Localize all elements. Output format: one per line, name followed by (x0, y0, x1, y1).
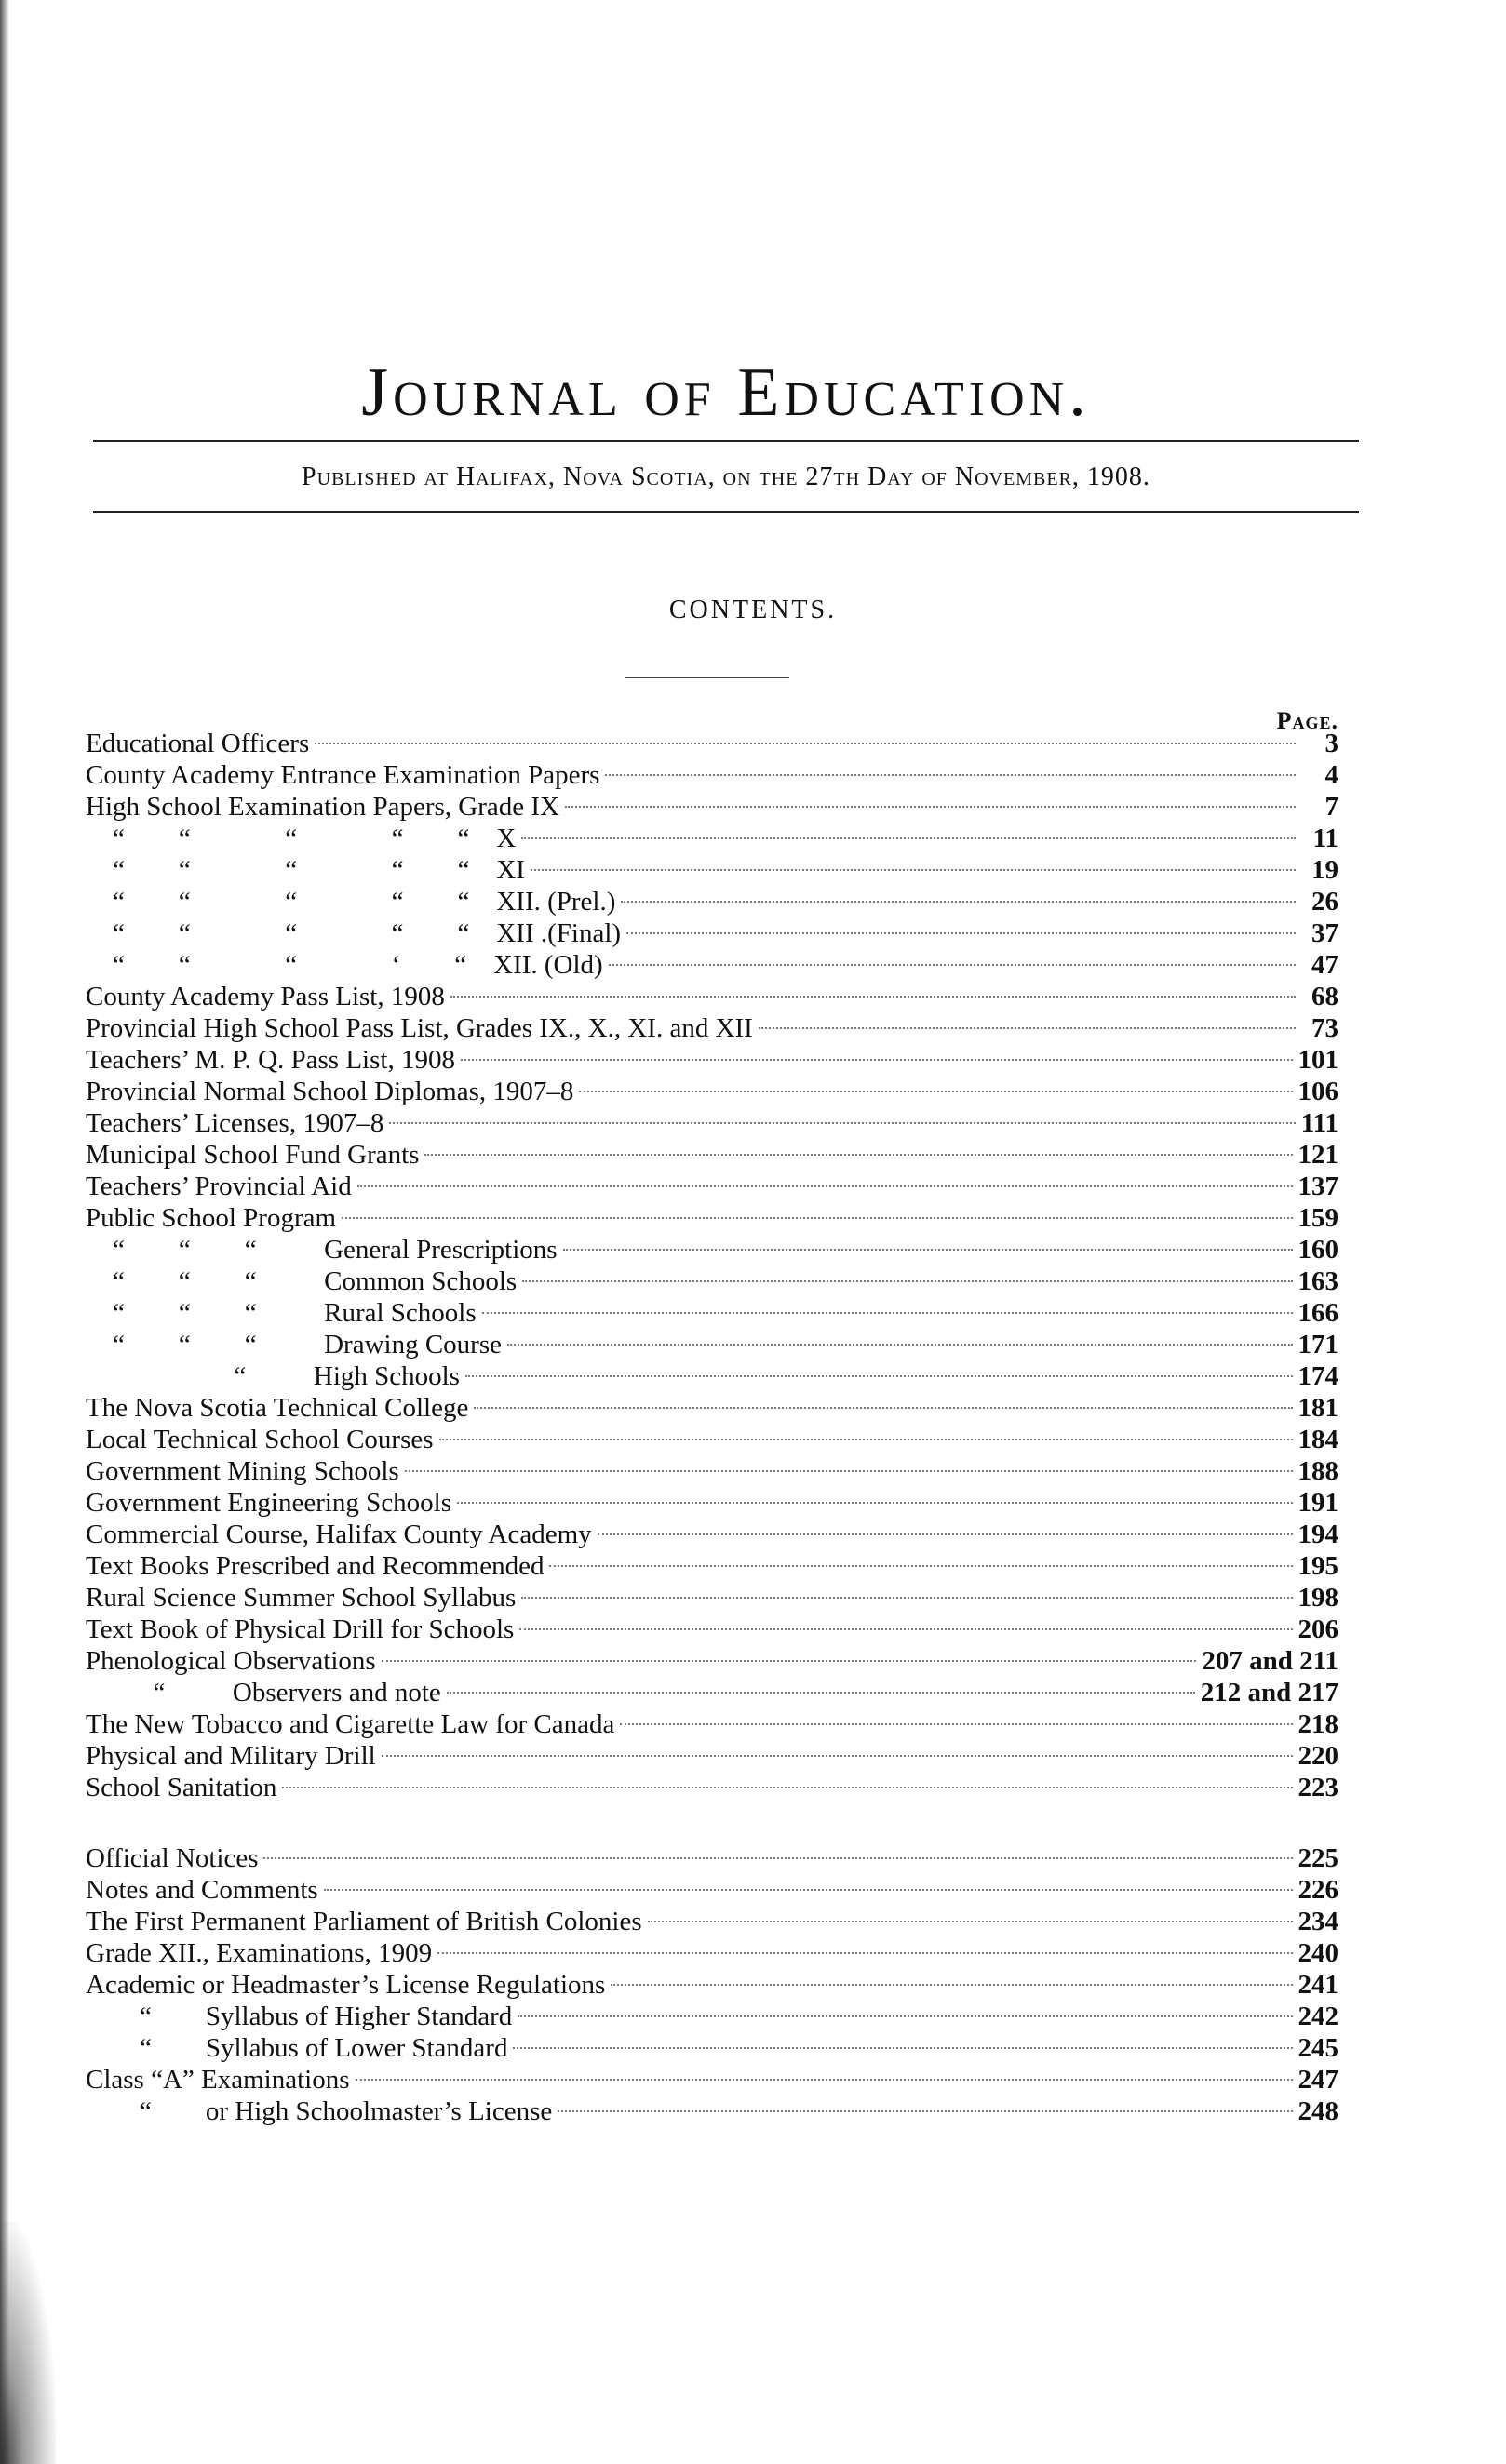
toc-entry-title: Provincial High School Pass List, Grades IX., X., XI. and XII (86, 1013, 753, 1043)
toc-entry-title: Provincial Normal School Diplomas, 1907–8 (86, 1077, 574, 1106)
toc-entry (86, 1614, 1338, 1645)
toc-leader-dots (356, 2079, 1293, 2081)
toc-entry-title: Phenological Observations (86, 1646, 376, 1676)
toc-entry-page: 198 (1298, 1583, 1338, 1613)
masthead (93, 354, 1359, 513)
toc-entry-title: Academic or Headmaster’s License Regulations (86, 1970, 606, 2000)
toc-entry-title: “ “ “ ‘ “ XII. (Old) (86, 950, 603, 980)
toc-entry-title: County Academy Pass List, 1908 (86, 982, 445, 1011)
toc-leader-dots (626, 932, 1296, 934)
publication-rule (93, 511, 1359, 513)
toc-entry (86, 1772, 1338, 1803)
table-of-contents (86, 728, 1338, 2127)
toc-entry-title: “ “ “ Drawing Course (86, 1330, 502, 1359)
toc-entry (86, 2001, 1338, 2032)
toc-leader-dots (382, 1660, 1197, 1662)
toc-entry (86, 1487, 1338, 1519)
toc-entry-page: 188 (1298, 1456, 1338, 1486)
toc-leader-dots (522, 1280, 1292, 1282)
toc-entry-title: Teachers’ Provincial Aid (86, 1172, 352, 1201)
toc-entry-page: 174 (1298, 1361, 1338, 1391)
toc-entry (86, 854, 1338, 886)
toc-entry (86, 1234, 1338, 1265)
toc-entry-title: Municipal School Fund Grants (86, 1140, 420, 1170)
toc-entry-page: 184 (1298, 1425, 1338, 1454)
toc-leader-dots (382, 1755, 1293, 1757)
toc-leader-dots (609, 964, 1296, 966)
toc-leader-dots (563, 1249, 1293, 1251)
toc-leader-dots (482, 1312, 1293, 1314)
toc-entry-title: Official Notices (86, 1843, 259, 1873)
toc-entry-page: 240 (1298, 1938, 1338, 1968)
toc-entry (86, 2032, 1338, 2064)
toc-entry-page: 220 (1298, 1741, 1338, 1771)
toc-entry (86, 1519, 1338, 1550)
toc-entry (86, 1076, 1338, 1107)
toc-entry-page: 171 (1298, 1330, 1338, 1359)
toc-entry-title: The Nova Scotia Technical College (86, 1393, 469, 1423)
toc-leader-dots (611, 1984, 1292, 1986)
toc-entry-page: 47 (1311, 950, 1338, 980)
toc-entry-title: Public School Program (86, 1203, 337, 1233)
toc-entry-title: “ “ “ Common Schools (86, 1266, 518, 1296)
toc-leader-dots (263, 1857, 1292, 1859)
toc-entry-page: 163 (1298, 1266, 1338, 1296)
toc-entry (86, 1677, 1338, 1708)
toc-entry-page: 26 (1311, 887, 1338, 917)
toc-entry-title: Rural Science Summer School Syllabus (86, 1583, 517, 1613)
toc-entry (86, 1937, 1338, 1969)
toc-entry (86, 2064, 1338, 2096)
toc-entry-title: “ Observers and note (86, 1678, 441, 1707)
toc-entry-page: 225 (1298, 1843, 1338, 1873)
toc-entry (86, 1708, 1338, 1740)
toc-entry (86, 1645, 1338, 1677)
toc-entry (86, 1969, 1338, 2001)
toc-entry-page: 37 (1311, 918, 1338, 948)
toc-entry-page: 68 (1311, 982, 1338, 1011)
toc-entry-title: Physical and Military Drill (86, 1741, 376, 1771)
toc-entry-page: 194 (1298, 1520, 1338, 1549)
toc-entry (86, 1424, 1338, 1455)
toc-leader-dots (621, 901, 1296, 903)
toc-entry-page: 166 (1298, 1298, 1338, 1328)
toc-entry-title: “ or High Schoolmaster’s License (86, 2096, 553, 2126)
toc-entry-page: 212 and 217 (1200, 1678, 1338, 1707)
toc-leader-dots (405, 1470, 1293, 1472)
toc-entry-title: “ “ “ Rural Schools (86, 1298, 477, 1328)
toc-entry (86, 917, 1338, 949)
toc-entry-page: 223 (1298, 1773, 1338, 1802)
toc-leader-dots (513, 2047, 1292, 2049)
toc-entry-page: 245 (1298, 2033, 1338, 2063)
toc-entry (86, 1107, 1338, 1139)
toc-entry-page: 11 (1312, 824, 1338, 853)
toc-leader-dots (315, 743, 1296, 744)
toc-entry-page: 106 (1298, 1077, 1338, 1106)
toc-entry (86, 759, 1338, 791)
toc-entry-title: The First Permanent Parliament of British Colonies (86, 1907, 642, 1936)
toc-entry (86, 1297, 1338, 1329)
title-rule (93, 440, 1359, 442)
toc-entry-page: 7 (1324, 792, 1338, 822)
toc-leader-dots (342, 1217, 1292, 1219)
toc-entry (86, 1360, 1338, 1392)
toc-entry-page: 159 (1298, 1203, 1338, 1233)
toc-leader-dots (439, 1439, 1293, 1440)
toc-leader-dots (424, 1154, 1292, 1156)
toc-entry (86, 1550, 1338, 1582)
toc-leader-dots (357, 1185, 1293, 1187)
toc-leader-dots (759, 1027, 1296, 1029)
toc-entry-title: County Academy Entrance Examination Papers (86, 760, 600, 790)
toc-entry-page: 207 and 211 (1202, 1646, 1338, 1676)
toc-leader-dots (457, 1502, 1292, 1504)
journal-title: Journal of Education. (361, 355, 1091, 431)
toc-leader-dots (450, 996, 1296, 998)
toc-entry-page: 73 (1311, 1013, 1338, 1043)
toc-entry (86, 1012, 1338, 1044)
toc-leader-dots (282, 1787, 1292, 1788)
toc-leader-dots (521, 1597, 1292, 1599)
toc-leader-dots (565, 806, 1296, 808)
toc-entry (86, 1265, 1338, 1297)
toc-entry (86, 1906, 1338, 1937)
toc-entry-title: “ “ “ “ “ XII .(Final) (86, 918, 622, 948)
toc-entry-title: Text Books Prescribed and Recommended (86, 1551, 545, 1581)
toc-entry (86, 1202, 1338, 1234)
toc-leader-dots (598, 1533, 1293, 1535)
toc-entry-page: 121 (1298, 1140, 1338, 1170)
toc-entry (86, 949, 1338, 981)
toc-entry (86, 886, 1338, 917)
toc-leader-dots (519, 1628, 1292, 1630)
toc-entry-page: 248 (1298, 2096, 1338, 2126)
toc-entry (86, 981, 1338, 1012)
toc-entry (86, 1044, 1338, 1076)
toc-entry-page: 195 (1298, 1551, 1338, 1581)
toc-entry-title: “ Syllabus of Higher Standard (86, 2002, 513, 2031)
toc-entry-title: “ “ “ “ “ X (86, 824, 517, 853)
toc-entry-title: Government Mining Schools (86, 1456, 399, 1486)
toc-leader-dots (558, 2110, 1292, 2112)
toc-entry-title: Grade XII., Examinations, 1909 (86, 1938, 433, 1968)
toc-entry (86, 1874, 1338, 1906)
toc-leader-dots (518, 2015, 1292, 2017)
toc-entry-page: 160 (1298, 1235, 1338, 1265)
toc-entry-page: 242 (1298, 2002, 1338, 2031)
contents-heading: CONTENTS. (668, 596, 838, 624)
toc-entry-page: 4 (1324, 760, 1338, 790)
toc-leader-dots (461, 1059, 1293, 1061)
toc-entry-page: 101 (1298, 1045, 1338, 1075)
toc-entry-title: Teachers’ Licenses, 1907–8 (86, 1108, 384, 1138)
toc-entry-page: 206 (1298, 1614, 1338, 1644)
toc-entry-title: Government Engineering Schools (86, 1488, 452, 1518)
toc-leader-dots (579, 1091, 1292, 1092)
toc-entry (86, 791, 1338, 823)
toc-entry-title: Teachers’ M. P. Q. Pass List, 1908 (86, 1045, 455, 1075)
toc-leader-dots (324, 1889, 1293, 1891)
toc-entry-title: “ Syllabus of Lower Standard (86, 2033, 508, 2063)
toc-leader-dots (648, 1921, 1293, 1922)
toc-entry-title: School Sanitation (86, 1773, 277, 1802)
toc-leader-dots (389, 1122, 1295, 1124)
toc-entry-page: 247 (1298, 2065, 1338, 2095)
toc-entry (86, 1842, 1338, 1874)
toc-entry-page: 218 (1298, 1709, 1338, 1739)
toc-entry (86, 1740, 1338, 1772)
toc-entry-page: 19 (1311, 855, 1338, 885)
toc-entry-page: 191 (1298, 1488, 1338, 1518)
toc-entry-title: Text Book of Physical Drill for Schools (86, 1614, 515, 1644)
toc-leader-dots (549, 1565, 1292, 1567)
toc-entry (86, 2096, 1338, 2127)
toc-entry-page: 137 (1298, 1172, 1338, 1201)
toc-leader-dots (605, 774, 1296, 776)
toc-leader-dots (447, 1692, 1195, 1694)
toc-entry-page: 241 (1298, 1970, 1338, 2000)
toc-entry-title: “ “ “ General Prescriptions (86, 1235, 558, 1265)
toc-entry-title: Notes and Comments (86, 1875, 318, 1905)
toc-entry-title: “ “ “ “ “ XII. (Prel.) (86, 887, 616, 917)
toc-leader-dots (465, 1375, 1293, 1377)
toc-entry-page: 181 (1298, 1393, 1338, 1423)
toc-entry (86, 728, 1338, 759)
toc-entry-title: “ High Schools (86, 1361, 460, 1391)
publication-line: Published at Halifax, Nova Scotia, on the 27th Day of November, 1908. (302, 462, 1150, 491)
page-corner-shadow (0, 2222, 56, 2464)
toc-entry-title: Commercial Course, Halifax County Academy (86, 1520, 592, 1549)
toc-entry-page: 3 (1324, 729, 1338, 758)
toc-leader-dots (437, 1952, 1292, 1954)
toc-entry-title: Local Technical School Courses (86, 1425, 434, 1454)
toc-entry-title: The New Tobacco and Cigarette Law for Canada (86, 1709, 615, 1739)
toc-entry (86, 1329, 1338, 1360)
toc-entry (86, 1582, 1338, 1614)
toc-entry-title: “ “ “ “ “ XI (86, 855, 525, 885)
contents-divider (625, 677, 789, 678)
toc-leader-dots (474, 1407, 1292, 1409)
toc-entry-page: 234 (1298, 1907, 1338, 1936)
toc-entry-title: Educational Officers (86, 729, 310, 758)
toc-entry (86, 1392, 1338, 1424)
toc-entry-page: 111 (1300, 1108, 1338, 1138)
page-binding-edge (0, 0, 9, 2464)
toc-entry (86, 1139, 1338, 1171)
toc-entry-title: Class “A” Examinations (86, 2065, 350, 2095)
toc-entry (86, 1171, 1338, 1202)
page-column-heading: Page. (1276, 707, 1338, 734)
toc-leader-dots (507, 1344, 1293, 1346)
toc-entry (86, 823, 1338, 854)
toc-entry (86, 1455, 1338, 1487)
toc-entry-page: 226 (1298, 1875, 1338, 1905)
toc-leader-dots (521, 837, 1296, 839)
toc-leader-dots (620, 1723, 1292, 1725)
toc-leader-dots (531, 869, 1296, 871)
toc-entry-title: High School Examination Papers, Grade IX (86, 792, 560, 822)
